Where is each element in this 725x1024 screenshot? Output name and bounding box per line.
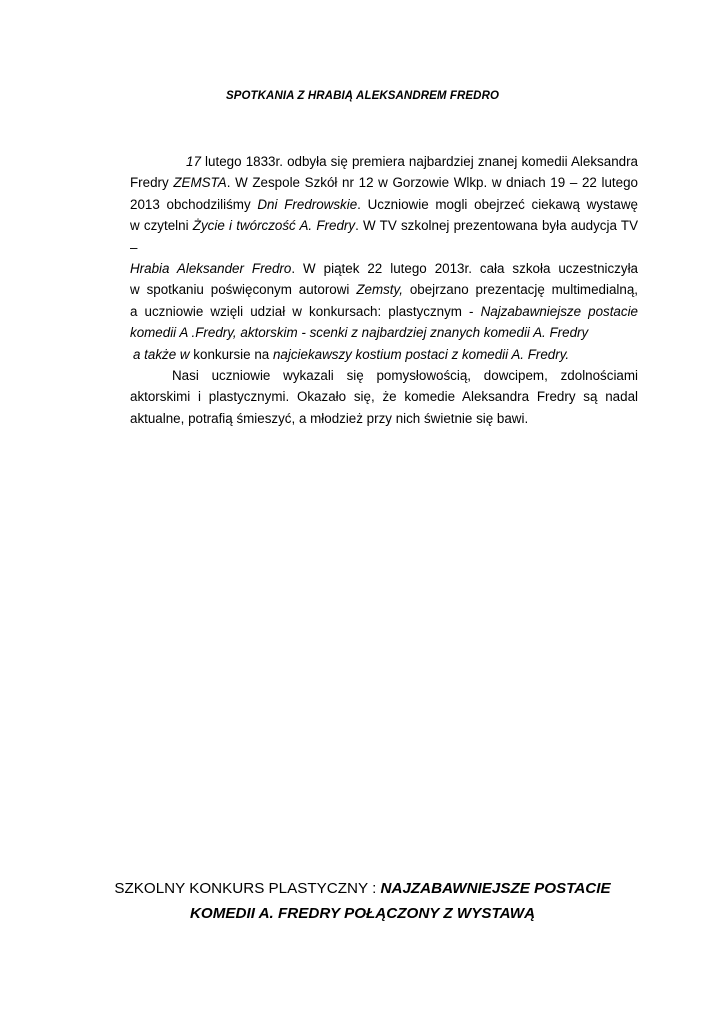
text-fragment: lutego 1833r. odbyła się premiera najbardziej znanej komedii Aleksandra (200, 154, 638, 169)
article-body (130, 151, 638, 429)
paragraph-2-line-1: Nasi uczniowie wykazali się pomysłowością, dowcipem, zdolnościami (172, 368, 638, 384)
footer-emphasis: NAJZABAWNIEJSZE POSTACIE (380, 880, 611, 897)
text-fragment: Zemsty, (356, 282, 403, 298)
text-fragment: Fredry (130, 175, 174, 191)
paragraph-2-line-3: aktualne, potrafią śmieszyć, a młodzież przy nich świetnie się bawi. (130, 410, 529, 426)
text-fragment: Hrabia Aleksander Fredro (130, 261, 292, 277)
text-fragment: w spotkaniu poświęconym autorowi (130, 282, 357, 298)
paragraph-1-line-7 (130, 301, 638, 322)
text-fragment: . W piątek 22 lutego 2013r. cała szkoła uczestniczyła (291, 261, 638, 277)
paragraph-2-line-2: aktorskimi i plastycznymi. Okazało się, że komedie Aleksandra Fredry są nadal (130, 389, 638, 405)
paragraph-1-line-6 (130, 279, 638, 300)
paragraph-1-line-4 (130, 215, 638, 258)
footer-prefix: SZKOLNY KONKURS PLASTYCZNY : (114, 880, 381, 897)
text-fragment: ZEMSTA (173, 175, 227, 191)
text-fragment: Dni Fredrowskie (257, 196, 358, 212)
paragraph-1-line-3 (130, 194, 638, 215)
text-fragment: obejrzano prezentację multimedialną, (402, 282, 638, 298)
text-fragment: a także w (133, 346, 190, 362)
text-fragment: Najzabawniejsze postacie (480, 303, 638, 319)
paragraph-1-line-5 (130, 258, 638, 279)
footer-heading-line-2: KOMEDII A. FREDRY POŁĄCZONY Z WYSTAWĄ (189, 905, 536, 922)
text-fragment: . W TV szkolnej prezentowana była audycja TV – (130, 218, 639, 255)
text-fragment: w czytelni (130, 218, 193, 234)
paragraph-1-line-2 (130, 172, 638, 193)
paragraph-1-line-1 (130, 151, 638, 172)
text-fragment: aktorskim - scenki z (236, 325, 362, 341)
paragraph-1-line-8 (130, 322, 638, 343)
text-fragment: . Uczniowie mogli obejrzeć ciekawą wystawę (357, 196, 638, 212)
text-fragment: 17 (186, 154, 201, 169)
document-title: SPOTKANIA Z HRABIĄ ALEKSANDREM FREDRO (225, 90, 500, 102)
text-fragment: Życie i twórczość A. Fredry (192, 218, 356, 234)
text-fragment: a uczniowie wzięli udział w konkursach: plastycznym - (130, 303, 481, 319)
text-fragment: najciekawszy kostium postaci z komedii A. Fredry. (272, 346, 570, 362)
footer-heading-line-1 (0, 876, 725, 901)
text-fragment: najbardziej znanych komedii A. Fredry (361, 325, 589, 341)
paragraph-1-line-9 (130, 344, 638, 365)
footer-heading (0, 876, 725, 926)
text-fragment: 2013 obchodziliśmy (130, 196, 258, 212)
text-fragment: komedii A .Fredry, (130, 325, 237, 341)
text-fragment: konkursie na (189, 346, 273, 362)
text-fragment: . W Zespole Szkół nr 12 w Gorzowie Wlkp. w dniach 19 – 22 lutego (226, 175, 638, 191)
